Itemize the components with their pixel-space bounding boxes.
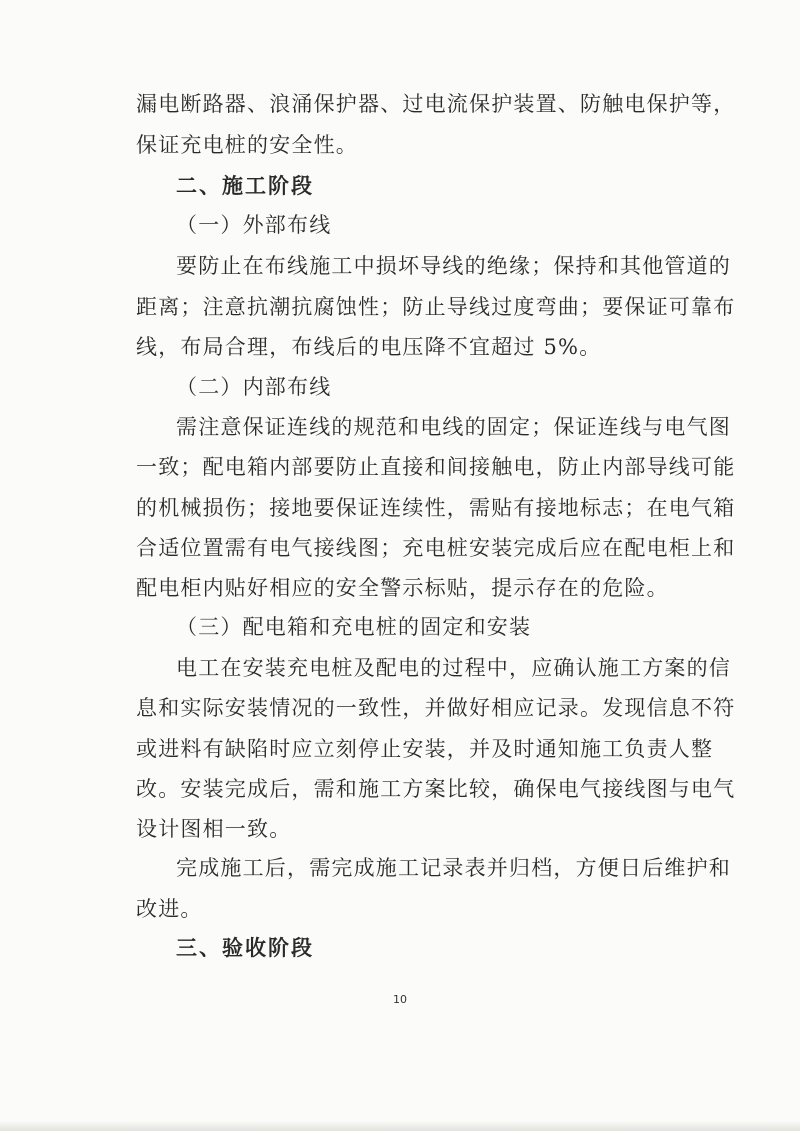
- subsection-heading-external-wiring: （一）外部布线: [176, 213, 332, 237]
- scan-edge: [0, 1120, 800, 1131]
- paragraph-line: 设计图相一致。: [136, 817, 292, 841]
- paragraph-line: 完成施工后，需完成施工记录表并归档，方便日后维护和: [176, 856, 731, 880]
- paragraph-line: 改进。: [136, 897, 203, 921]
- paragraph-line: 漏电断路器、浪涌保护器、过电流保护装置、防触电保护等，: [136, 92, 736, 116]
- paragraph-line: 线，布局合理，布线后的电压降不宜超过 5%。: [136, 335, 602, 359]
- paragraph-line: 改。安装完成后，需和施工方案比较，确保电气接线图与电气: [136, 777, 736, 801]
- paragraph-line: 的机械损伤；接地要保证连续性，需贴有接地标志；在电气箱: [136, 496, 736, 520]
- paragraph-line: 一致；配电箱内部要防止直接和间接触电，防止内部导线可能: [136, 455, 736, 479]
- paragraph-line: 或进料有缺陷时应立刻停止安装，并及时通知施工负责人整: [136, 737, 714, 761]
- section-heading-construction: 二、施工阶段: [176, 173, 314, 198]
- subsection-heading-internal-wiring: （二）内部布线: [176, 375, 332, 399]
- page-number: 10: [393, 993, 407, 1006]
- paragraph-line: 距离；注意抗潮抗腐蚀性；防止导线过度弯曲；要保证可靠布: [136, 295, 736, 319]
- paragraph-line: 需注意保证连线的规范和电线的固定；保证连线与电气图: [176, 415, 731, 439]
- section-heading-acceptance: 三、验收阶段: [176, 935, 314, 960]
- paragraph-line: 合适位置需有电气接线图；充电桩安装完成后应在配电柜上和: [136, 536, 736, 560]
- subsection-heading-fixing-installation: （三）配电箱和充电桩的固定和安装: [176, 615, 532, 639]
- paragraph-line: 配电柜内贴好相应的安全警示标贴，提示存在的危险。: [136, 576, 669, 600]
- paragraph-line: 保证充电桩的安全性。: [136, 133, 358, 157]
- paragraph-line: 息和实际安装情况的一致性，并做好相应记录。发现信息不符: [136, 696, 736, 720]
- paragraph-line: 要防止在布线施工中损坏导线的绝缘；保持和其他管道的: [176, 254, 731, 278]
- paragraph-line: 电工在安装充电桩及配电的过程中，应确认施工方案的信: [176, 656, 731, 680]
